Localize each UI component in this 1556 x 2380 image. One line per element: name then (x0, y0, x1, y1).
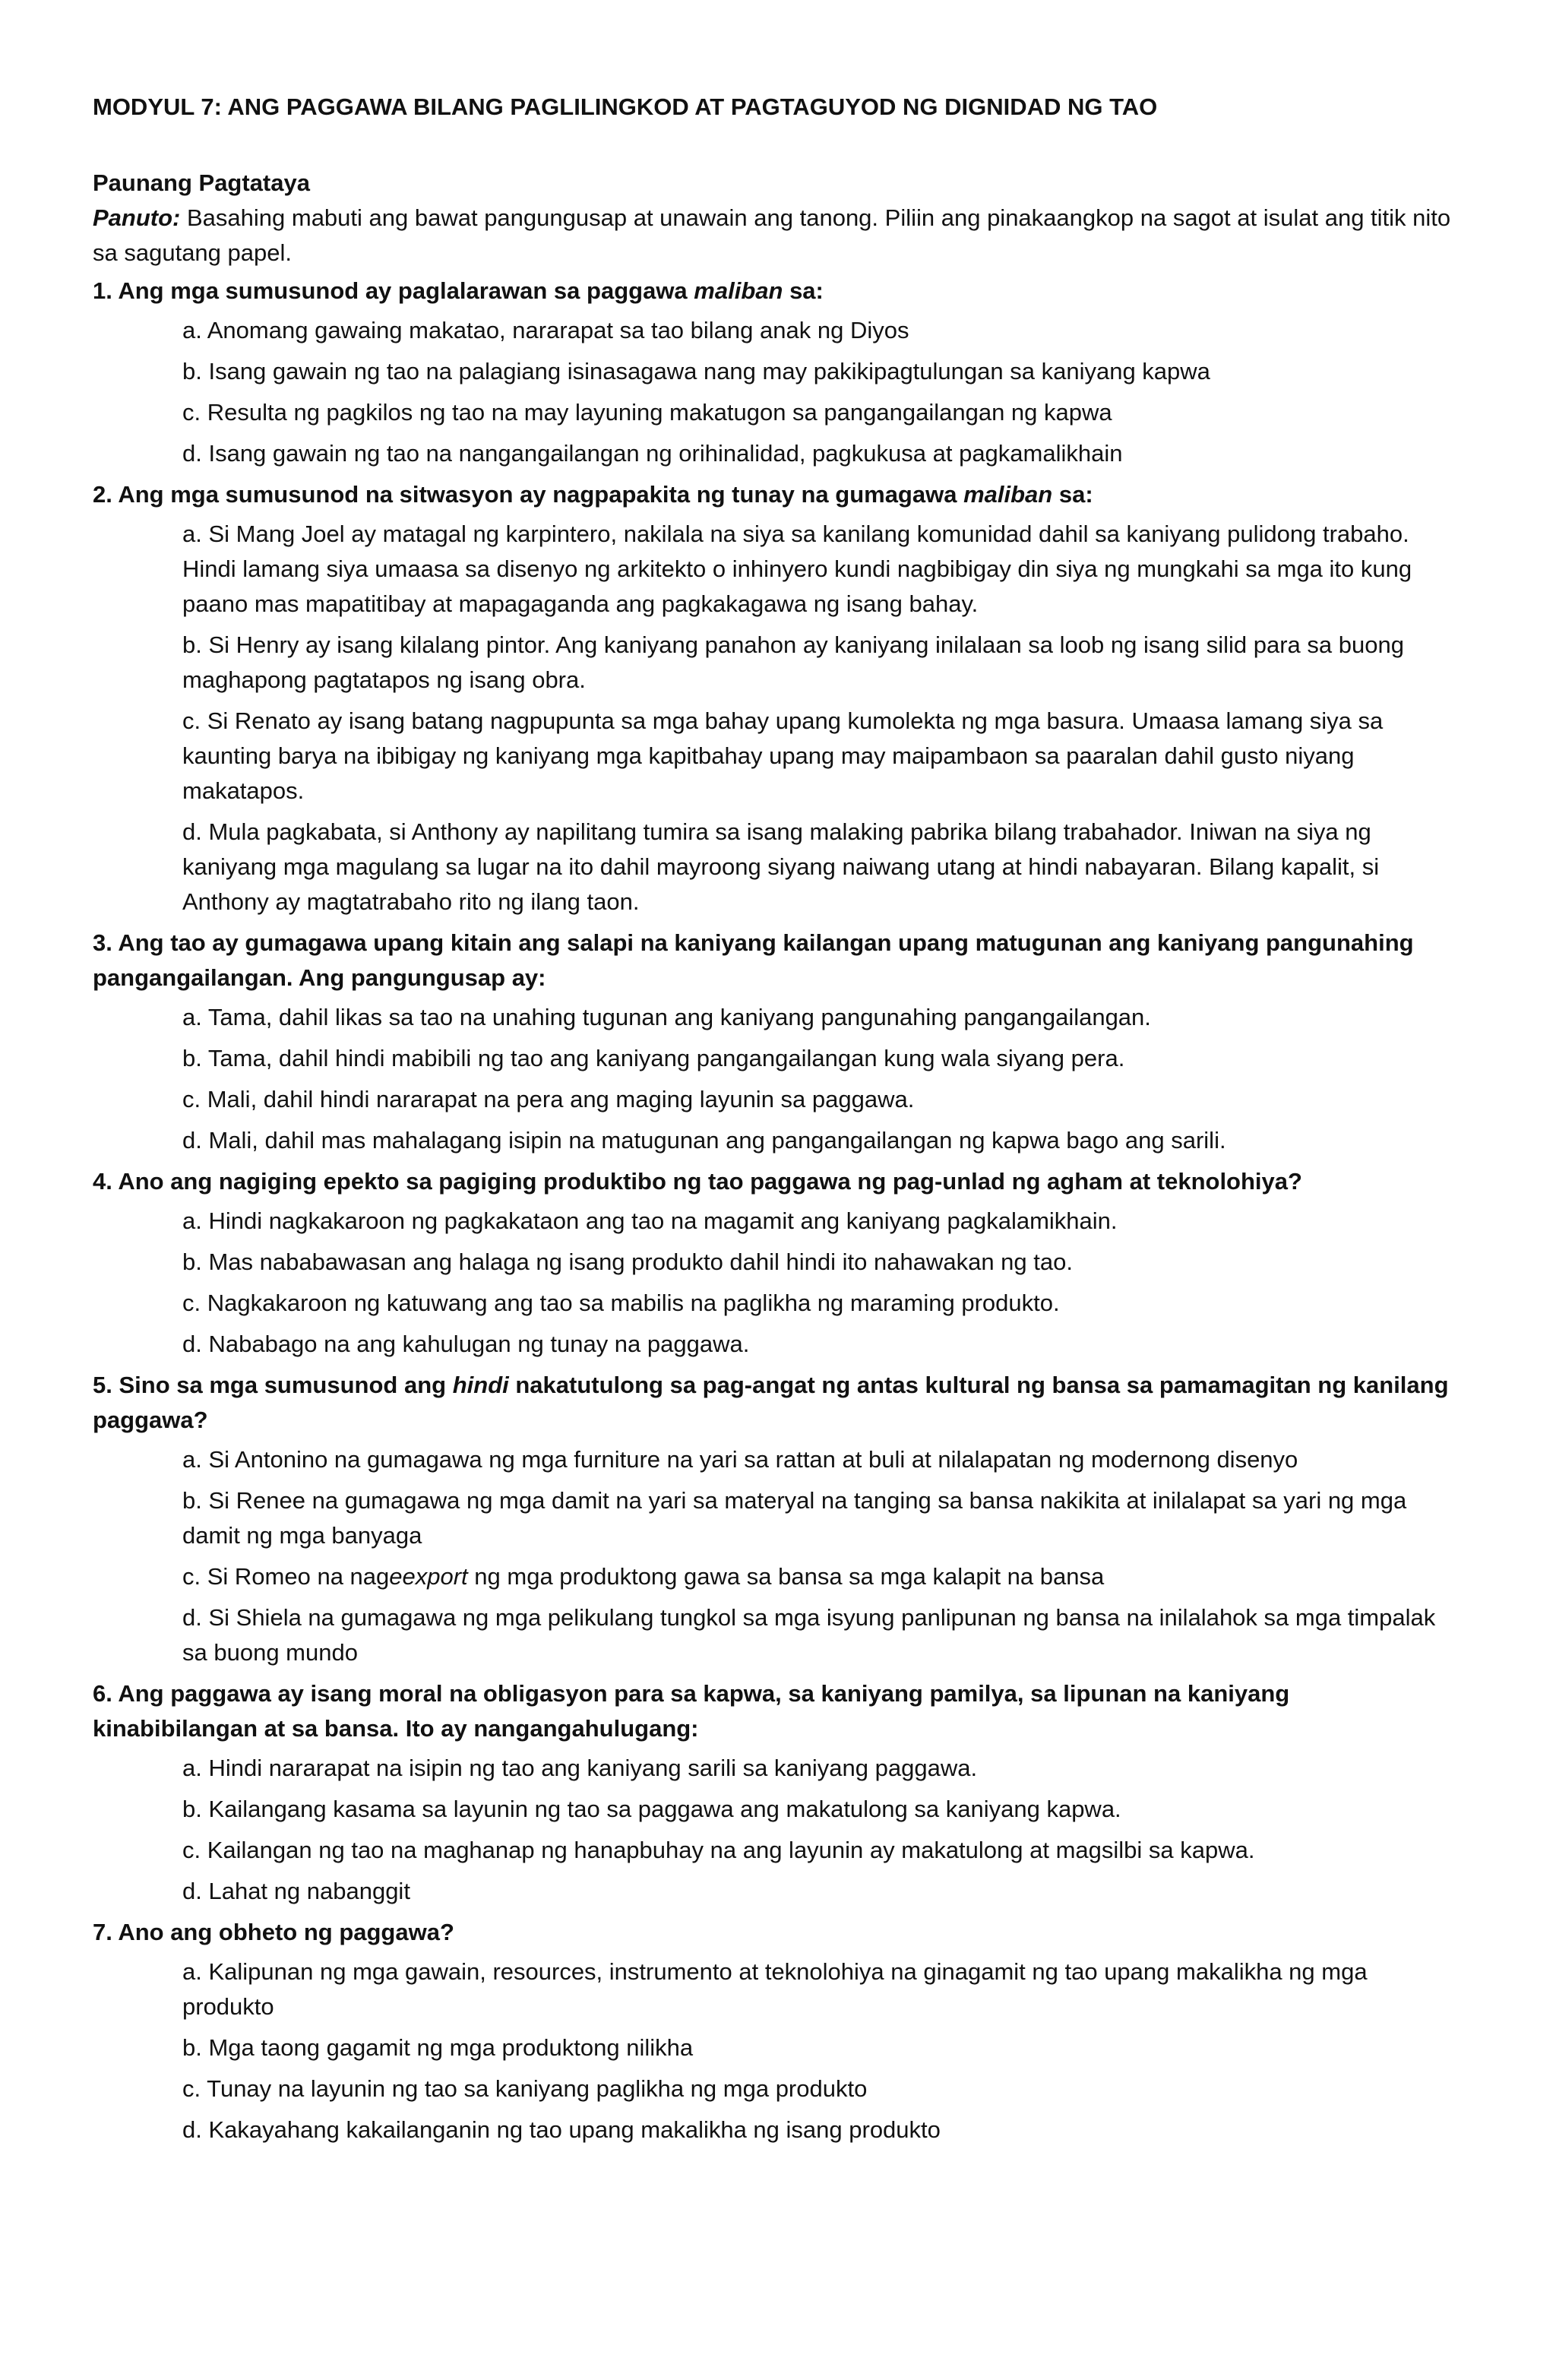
option-list (93, 1204, 1456, 1362)
option-list (93, 1000, 1456, 1158)
option-d: d. Nababago na ang kahulugan ng tunay na paggawa. (182, 1331, 750, 1357)
option-text: c. Si Romeo na nag (182, 1563, 390, 1590)
option-a: a. Anomang gawaing makatao, nararapat sa tao bilang anak ng Diyos (182, 317, 909, 343)
option-text: ng mga produktong gawa sa bansa sa mga kalapit na bansa (467, 1563, 1105, 1590)
option-c: c. Nagkakaroon ng katuwang ang tao sa mabilis na paglikha ng maraming produkto. (182, 1290, 1060, 1316)
option-list (93, 1751, 1456, 1909)
stem-emphasis: hindi (452, 1372, 509, 1398)
stem-text: sa: (783, 277, 824, 304)
option-emphasis: eexport (389, 1563, 468, 1590)
option-a: a. Si Mang Joel ay matagal ng karpintero, nakilala na siya sa kanilang komunidad dahil sa kaniyang pulidong trabaho. Hindi lamang siya umaasa sa disenyo ng arkitekto o inhinyero kundi nagbibigay din siya ng mungkahi sa mga ito kung paano mas mapatitibay at mapagaganda ang pagkakagawa ng isang bahay. (182, 521, 1412, 617)
section-title: Paunang Pagtataya (93, 169, 310, 196)
question-2 (93, 477, 1456, 919)
option-a: a. Kalipunan ng mga gawain, resources, instrumento at teknolohiya na ginagamit ng tao upang makalikha ng mga produkto (182, 1958, 1368, 2020)
option-a: a. Hindi nararapat na isipin ng tao ang kaniyang sarili sa kaniyang paggawa. (182, 1755, 978, 1781)
option-list (93, 313, 1456, 471)
option-list (93, 517, 1456, 919)
stem-text: 2. Ang mga sumusunod na sitwasyon ay nagpapakita ng tunay na gumagawa (93, 481, 964, 508)
option-c: c. Tunay na layunin ng tao sa kaniyang paglikha ng mga produkto (182, 2075, 868, 2102)
question-stem (93, 274, 1456, 309)
instructions-lead: Panuto: (93, 204, 181, 231)
option-d: d. Lahat ng nabanggit (182, 1878, 410, 1904)
option-d: d. Mali, dahil mas mahalagang isipin na matugunan ang pangangailangan ng kapwa bago ang sarili. (182, 1127, 1226, 1154)
question-5 (93, 1368, 1456, 1670)
option-b: b. Isang gawain ng tao na palagiang isinasagawa nang may pakikipagtulungan sa kaniyang kapwa (182, 358, 1210, 385)
option-c: c. Kailangan ng tao na maghanap ng hanapbuhay na ang layunin ay makatulong at magsilbi sa kapwa. (182, 1837, 1255, 1863)
option-c: c. Mali, dahil hindi nararapat na pera ang maging layunin sa paggawa. (182, 1086, 915, 1112)
option-b: b. Mas nababawasan ang halaga ng isang produkto dahil hindi ito nahawakan ng tao. (182, 1249, 1073, 1275)
instructions (93, 201, 1456, 271)
option-a: a. Tama, dahil likas sa tao na unahing tugunan ang kaniyang pangunahing pangangailangan. (182, 1004, 1151, 1030)
option-c: c. Si Renato ay isang batang nagpupunta sa mga bahay upang kumolekta ng mga basura. Umaasa lamang siya sa kaunting barya na ibibigay ng kaniyang mga kapitbahay upang may maipambaon sa paaralan dahil gusto niyang makatapos. (182, 707, 1384, 804)
option-d: d. Kakayahang kakailanganin ng tao upang makalikha ng isang produkto (182, 2116, 941, 2143)
option-d: d. Isang gawain ng tao na nangangailangan ng orihinalidad, pagkukusa at pagkamalikhain (182, 440, 1123, 467)
option-d: d. Si Shiela na gumagawa ng mga pelikulang tungkol sa mga isyung panlipunan ng bansa na inilalahok sa mga timpalak sa buong mundo (182, 1604, 1436, 1666)
stem-text: nakatutulong sa pag-angat ng antas kultural ng bansa sa pamamagitan ng kanilang paggawa? (93, 1372, 1449, 1433)
option-list (93, 1442, 1456, 1670)
option-b: b. Mga taong gagamit ng mga produktong nilikha (182, 2034, 694, 2061)
question-stem: 4. Ano ang nagiging epekto sa pagiging produktibo ng tao paggawa ng pag-unlad ng agham at teknolohiya? (93, 1168, 1302, 1195)
module-title: MODYUL 7: ANG PAGGAWA BILANG PAGLILINGKOD AT PAGTAGUYOD NG DIGNIDAD NG TAO (93, 93, 1158, 120)
option-c (182, 1559, 1456, 1594)
question-stem: 6. Ang paggawa ay isang moral na obligasyon para sa kapwa, sa kaniyang pamilya, sa lipunan na kaniyang kinabibilangan at sa bansa. Ito ay nangangahulugang: (93, 1680, 1290, 1742)
stem-emphasis: maliban (963, 481, 1053, 508)
question-stem: 3. Ang tao ay gumagawa upang kitain ang salapi na kaniyang kailangan upang matugunan ang kaniyang pangunahing pangangailangan. Ang pangungusap ay: (93, 929, 1414, 991)
question-4 (93, 1164, 1456, 1362)
question-stem: 7. Ano ang obheto ng paggawa? (93, 1919, 454, 1945)
option-c: c. Resulta ng pagkilos ng tao na may layuning makatugon sa pangangailangan ng kapwa (182, 399, 1112, 426)
instructions-text: Basahing mabuti ang bawat pangungusap at unawain ang tanong. Piliin ang pinakaangkop na sagot at isulat ang titik nito sa sagutang papel. (93, 204, 1451, 266)
option-b: b. Si Henry ay isang kilalang pintor. Ang kaniyang panahon ay kaniyang inilalaan sa loob ng isang silid para sa buong maghapong pagtatapos ng isang obra. (182, 631, 1404, 693)
option-b: b. Tama, dahil hindi mabibili ng tao ang kaniyang pangangailangan kung wala siyang pera. (182, 1045, 1125, 1071)
option-b: b. Kailangang kasama sa layunin ng tao sa paggawa ang makatulong sa kaniyang kapwa. (182, 1796, 1121, 1822)
question-stem (93, 477, 1456, 512)
stem-text: sa: (1052, 481, 1093, 508)
stem-text: 1. Ang mga sumusunod ay paglalarawan sa paggawa (93, 277, 694, 304)
option-a: a. Hindi nagkakaroon ng pagkakataon ang tao na magamit ang kaniyang pagkalamikhain. (182, 1207, 1118, 1234)
stem-emphasis: maliban (694, 277, 783, 304)
question-stem (93, 1368, 1456, 1438)
option-a: a. Si Antonino na gumagawa ng mga furniture na yari sa rattan at buli at nilalapatan ng modernong disenyo (182, 1446, 1298, 1473)
option-list (93, 1954, 1456, 2147)
option-b: b. Si Renee na gumagawa ng mga damit na yari sa materyal na tanging sa bansa nakikita at inilalapat sa yari ng mga damit ng mga banyaga (182, 1487, 1407, 1549)
question-1 (93, 274, 1456, 471)
question-7 (93, 1915, 1456, 2147)
option-d: d. Mula pagkabata, si Anthony ay napilitang tumira sa isang malaking pabrika bilang trabahador. Iniwan na siya ng kaniyang mga magulang sa lugar na ito dahil mayroong siyang naiwang utang at hindi nabayaran. Bilang kapalit, si Anthony ay magtatrabaho rito ng ilang taon. (182, 818, 1380, 915)
question-3 (93, 926, 1456, 1158)
stem-text: 5. Sino sa mga sumusunod ang (93, 1372, 453, 1398)
question-6 (93, 1676, 1456, 1909)
